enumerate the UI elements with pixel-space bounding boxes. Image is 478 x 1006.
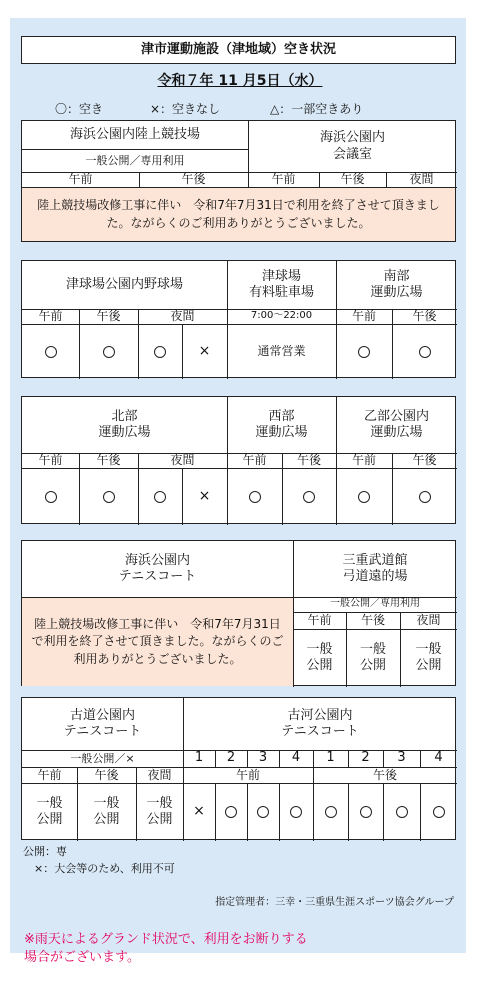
col-pm: 午後 <box>96 453 121 467</box>
venue-nanbu-ground: 南部 運動広場 <box>370 268 423 300</box>
public-open-cell: 一般 公開 <box>415 641 442 673</box>
court-number: 3 <box>397 750 406 766</box>
unavailable-mark: × <box>198 487 211 504</box>
col-am: 午前 <box>38 309 63 323</box>
available-mark <box>358 491 370 503</box>
status-cell <box>336 324 392 379</box>
col-am: 午前 <box>242 453 267 467</box>
section-1 <box>21 120 456 242</box>
furumichi-usage-note: 一般公開／× <box>70 751 135 765</box>
venue-athletics-field: 海浜公園内陸上競技場 <box>69 126 200 142</box>
col-pm: 午後 <box>360 613 385 627</box>
col-pm: 午後 <box>340 172 365 186</box>
status-cell <box>79 324 138 379</box>
available-mark <box>103 491 115 503</box>
available-mark <box>419 491 431 503</box>
closure-notice: 陸上競技場改修工事に伴い 令和7年7月31日で利用を終了させて頂きました。ながらくのご利用ありがとうございました。 <box>22 188 455 241</box>
title-box <box>21 36 456 64</box>
col-night: 夜間 <box>409 172 434 186</box>
available-mark <box>154 491 166 503</box>
public-open-cell: 一般 公開 <box>306 641 333 673</box>
status-cell <box>313 783 348 841</box>
venue-kyudo-range: 三重武道館 弓道遠的場 <box>342 552 408 584</box>
col-pm: 午後 <box>181 172 206 186</box>
venue-hinkai-tennis: 海浜公園内 テニスコート <box>118 552 197 584</box>
col-pm: 午後 <box>412 309 437 323</box>
court-number: 4 <box>434 750 443 766</box>
section-5 <box>21 697 456 840</box>
col-pm: 午後 <box>296 453 321 467</box>
available-mark <box>45 346 57 358</box>
unavailable-mark: × <box>198 342 211 359</box>
status-cell <box>282 468 336 525</box>
available-mark <box>103 346 115 358</box>
col-am: 午前 <box>307 613 332 627</box>
available-mark <box>396 806 408 818</box>
available-mark <box>358 346 370 358</box>
manager-label: 指定管理者：三幸・三重県生涯スポーツ協会グループ <box>215 897 454 908</box>
legend-partial: △：一部空きあり <box>270 101 364 116</box>
legend-open: 〇：空き <box>55 101 104 116</box>
available-mark <box>433 806 445 818</box>
col-night: 夜間 <box>170 309 195 323</box>
status-cell <box>215 783 247 841</box>
status-cell <box>79 468 138 525</box>
status-cell <box>138 324 182 379</box>
court-number: 3 <box>258 750 268 766</box>
venue-parking: 津球場 有料駐車場 <box>248 268 314 300</box>
date-label: 令和７年 11 月5日（水） <box>157 73 323 90</box>
public-open-cell: 一般 公開 <box>36 795 63 827</box>
available-mark <box>225 806 237 818</box>
status-cell <box>22 324 79 379</box>
available-mark <box>45 491 57 503</box>
court-number: 1 <box>194 750 204 766</box>
court-number: 2 <box>226 750 236 766</box>
col-pm: 午後 <box>372 767 397 782</box>
venue-hokubu-ground: 北部 運動広場 <box>98 408 151 440</box>
status-cell <box>348 783 383 841</box>
col-pm: 午後 <box>96 309 121 323</box>
status-cell <box>227 468 282 525</box>
status-cell <box>383 783 420 841</box>
status-cell <box>420 783 457 841</box>
court-number: 2 <box>361 750 370 766</box>
venue-furukawa-tennis: 古河公園内 テニスコート <box>281 707 359 739</box>
public-open-cell: 一般 公開 <box>146 795 173 827</box>
section-2 <box>21 260 456 378</box>
available-mark <box>249 491 261 503</box>
public-open-cell: 一般 公開 <box>93 795 120 827</box>
section-3 <box>21 396 456 524</box>
venue-furumichi-tennis: 古道公園内 テニスコート <box>63 707 142 739</box>
available-mark <box>325 806 337 818</box>
footnote-public: 公開：専 <box>23 845 67 858</box>
col-am: 午前 <box>235 767 260 782</box>
status-cell <box>392 468 457 525</box>
status-cell <box>279 783 313 841</box>
page-title: 津市運動施設（津地域）空き状況 <box>140 41 336 57</box>
closure-notice: 陸上競技場改修工事に伴い 令和7年7月31日で利用を終了させて頂きました。ながらくのご利用ありがとうございました。 <box>22 598 293 686</box>
col-night: 夜間 <box>147 767 172 782</box>
status-cell <box>392 324 457 379</box>
col-pm: 午後 <box>94 767 119 782</box>
available-mark <box>154 346 166 358</box>
unavailable-mark: × <box>193 803 205 820</box>
col-night: 夜間 <box>170 453 195 467</box>
status-cell <box>22 468 79 525</box>
section-4 <box>21 540 456 686</box>
venue-meeting-room: 海浜公園内 会議室 <box>319 130 385 162</box>
venue-seibu-ground: 西部 運動広場 <box>255 408 308 440</box>
available-mark <box>360 806 372 818</box>
available-mark <box>290 806 302 818</box>
court-number: 4 <box>291 750 301 766</box>
parking-status: 通常営業 <box>257 344 306 358</box>
status-cell <box>247 783 279 841</box>
legend-full: ×：空きなし <box>150 101 221 116</box>
available-mark <box>419 346 431 358</box>
col-am: 午前 <box>38 453 63 467</box>
col-am: 午前 <box>68 172 93 186</box>
rain-notice: ※雨天によるグランド状況で、利用をお断りする 場合がございます。 <box>24 932 308 966</box>
venue-baseball-field: 津球場公園内野球場 <box>65 276 183 292</box>
status-cell <box>138 468 182 525</box>
col-am: 午前 <box>351 453 376 467</box>
col-hours: 7:00～22:00 <box>250 310 313 322</box>
athletics-usage-note: 一般公開／専用利用 <box>85 153 185 167</box>
footnote-unavailable: ×：大会等のため、利用不可 <box>34 862 175 875</box>
col-am: 午前 <box>351 309 376 323</box>
kyudo-usage-note: 一般公開／専用利用 <box>330 598 420 610</box>
col-am: 午前 <box>37 767 62 782</box>
col-am: 午前 <box>271 172 296 186</box>
venue-otobe-ground: 乙部公園内 運動広場 <box>363 408 429 440</box>
public-open-cell: 一般 公開 <box>359 641 386 673</box>
col-pm: 午後 <box>412 453 437 467</box>
available-mark <box>257 806 269 818</box>
available-mark <box>303 491 315 503</box>
court-number: 1 <box>326 750 335 766</box>
status-cell <box>336 468 392 525</box>
col-night: 夜間 <box>416 613 441 627</box>
